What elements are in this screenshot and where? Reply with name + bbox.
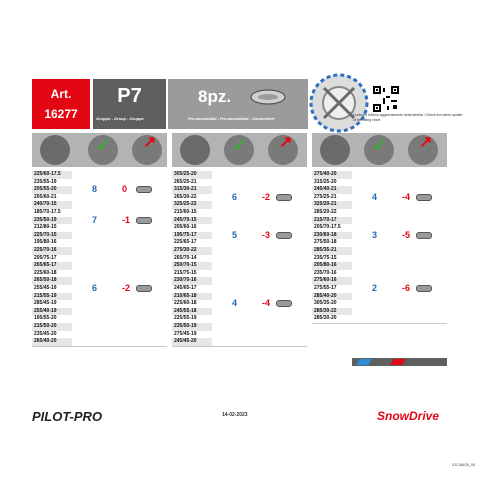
- tire-size-cell: 265/40-20: [32, 338, 72, 346]
- qr-note: Controlla l'ultimo aggiornamento della tabella / Check the latest update of the fitting chart: [353, 113, 463, 122]
- tire-size-cell: 225/55-19: [172, 315, 212, 323]
- corner-code: S1C/A8/25_08: [452, 463, 475, 467]
- blue-marker: [356, 359, 371, 365]
- tire-icon: [308, 72, 370, 134]
- tire-size-cell: 315/30-21: [172, 186, 212, 194]
- tire-size-cell: 212/80-15: [32, 224, 72, 232]
- group-sub: Gruppo - Group - Gruppe: [96, 116, 144, 121]
- highlight-row: [352, 358, 447, 366]
- arrow-up-icon: ↗: [419, 134, 433, 151]
- tire-size-cell: 235/45-20: [32, 331, 72, 339]
- tire-size-cell: 215/75-15: [172, 270, 212, 278]
- tire-size-cell: 235/75-15: [312, 255, 352, 263]
- chain-link-icon: [416, 285, 432, 292]
- tire-size-cell: 185/70-17.5: [32, 209, 72, 217]
- tire-size-cell: 235/55-19: [32, 179, 72, 187]
- group-box: [93, 79, 166, 129]
- adjust-value: -3: [262, 229, 271, 240]
- tire-size-cell: 240/70-15: [32, 201, 72, 209]
- links-value: 7: [92, 214, 98, 225]
- divider: [32, 346, 167, 347]
- tire-size-cell: 275/55-17: [312, 285, 352, 293]
- wheel-icon: [40, 135, 70, 165]
- group-code: P7: [117, 85, 142, 107]
- tire-size-cell: 245/65-17: [172, 285, 212, 293]
- tire-size-cell: 265/65-17: [32, 262, 72, 270]
- tire-size-cell: 325/20-21: [312, 201, 352, 209]
- pieces-count: 8pz.: [198, 87, 232, 106]
- divider: [172, 346, 307, 347]
- tire-size-cell: 210/65-18: [172, 293, 212, 301]
- col1-body: [32, 171, 167, 351]
- tire-size-cell: 265/70-14: [172, 255, 212, 263]
- wheel-icon: [180, 135, 210, 165]
- tire-size-cell: 275/30-22: [172, 247, 212, 255]
- art-number: 16277: [44, 107, 78, 121]
- col3-header: [312, 133, 447, 167]
- tire-size-cell: 275/60-16: [312, 277, 352, 285]
- tire-size-cell: 275/45-19: [172, 331, 212, 339]
- chain-link-icon: [136, 186, 152, 193]
- tire-size-cell: 215/55-19: [32, 293, 72, 301]
- tire-size-cell: 230/70-16: [172, 277, 212, 285]
- wheel-icon: [320, 135, 350, 165]
- adjust-value: -2: [122, 283, 131, 293]
- art-label: Art.: [50, 87, 72, 101]
- tire-size-cell: 275/50-18: [312, 239, 352, 247]
- tire-size-cell: 285/40-20: [312, 293, 352, 301]
- tire-size-cell: 305/35-20: [312, 300, 352, 308]
- adjust-value: -4: [402, 191, 411, 202]
- tire-size-cell: 285/30-20: [312, 315, 352, 323]
- tire-size-cell: 215/60-15: [172, 209, 212, 217]
- tire-size-cell: 195/80-16: [32, 239, 72, 247]
- adjust-value: -4: [262, 298, 271, 309]
- chain-link-icon: [136, 285, 152, 292]
- tire-size-cell: 215/70-17: [312, 217, 352, 225]
- tire-size-cell: 205/60-21: [32, 194, 72, 202]
- tire-size-cell: 315/25-20: [312, 179, 352, 187]
- tire-size-cell: 265/25-21: [172, 179, 212, 187]
- tire-size-cell: 285/30-22: [312, 308, 352, 316]
- tire-size-cell: 285/20-22: [312, 209, 352, 217]
- divider: [312, 323, 447, 324]
- tire-size-cell: 225/60-18: [32, 270, 72, 278]
- arrow-up-icon: ↗: [279, 134, 293, 151]
- brand-left: PILOT-PRO: [32, 409, 103, 424]
- tire-size-cell: 225/70-15: [32, 232, 72, 240]
- tire-size-cell: 235/50-19: [32, 217, 72, 225]
- tire-size-cell: 275/25-21: [312, 194, 352, 202]
- tire-size-cell: 215/50-20: [32, 323, 72, 331]
- adjust-value: -1: [122, 214, 131, 225]
- col2-body: [172, 171, 307, 351]
- links-value: 5: [232, 229, 238, 240]
- tire-size-cell: 230/60-18: [312, 232, 352, 240]
- tire-size-cell: 225/60-17.5: [32, 171, 72, 179]
- tire-size-cell: 325/25-22: [172, 201, 212, 209]
- links-value: 4: [372, 191, 378, 202]
- adjust-value: -2: [262, 191, 271, 202]
- tire-size-cell: 305/25-20: [172, 171, 212, 179]
- qr-code-icon[interactable]: [373, 86, 399, 112]
- chain-link-icon: [416, 194, 432, 201]
- links-value: 6: [92, 283, 98, 293]
- tire-size-cell: 255/40-19: [32, 308, 72, 316]
- tire-size-cell: 205/60-16: [172, 224, 212, 232]
- tire-size-cell: 265/50-18: [32, 277, 72, 285]
- tire-size-cell: 285/45-19: [32, 300, 72, 308]
- tire-size-cell: 285/35-21: [312, 247, 352, 255]
- chain-link-icon: [276, 232, 292, 239]
- col1-header: [32, 133, 167, 167]
- tire-size-cell: 205/70-17.5: [312, 224, 352, 232]
- links-value: 4: [232, 298, 238, 309]
- tire-size-cell: 245/45-20: [172, 338, 212, 346]
- tire-size-cell: 225/70-16: [32, 247, 72, 255]
- arrow-up-icon: ↗: [143, 134, 157, 151]
- tire-size-cell: 265/30-22: [172, 194, 212, 202]
- red-marker: [390, 359, 405, 365]
- links-value: 6: [232, 191, 238, 202]
- col3-body: [312, 171, 447, 351]
- tire-size-cell: 245/40-21: [312, 186, 352, 194]
- links-value: 3: [372, 229, 378, 240]
- tire-size-cell: 205/55-20: [32, 186, 72, 194]
- chain-link-icon: [416, 232, 432, 239]
- tire-size-cell: 245/55-18: [172, 308, 212, 316]
- tire-size-cell: 275/40-20: [312, 171, 352, 179]
- tire-size-cell: 195/75-17: [172, 232, 212, 240]
- adjust-value: 0: [122, 184, 128, 195]
- tire-size-cell: 225/60-18: [172, 300, 212, 308]
- links-value: 8: [92, 184, 98, 195]
- tire-size-cell: 245/70-15: [172, 217, 212, 225]
- tire-size-cell: 205/80-16: [312, 262, 352, 270]
- chain-link-icon: [276, 300, 292, 307]
- check-icon: ✓: [372, 135, 388, 155]
- col2-header: [172, 133, 307, 167]
- check-icon: ✓: [232, 135, 248, 155]
- links-value: 2: [372, 283, 378, 293]
- adjust-value: -6: [402, 283, 411, 293]
- tire-size-cell: 205/75-17: [32, 255, 72, 263]
- chain-link-icon: [276, 194, 292, 201]
- check-icon: ✓: [96, 135, 112, 155]
- tire-size-cell: 235/50-19: [172, 323, 212, 331]
- tire-size-cell: 250/70-15: [172, 262, 212, 270]
- adjust-value: -5: [402, 229, 411, 240]
- footer-date: 14-02-2023: [222, 412, 248, 418]
- tire-size-cell: 255/45-19: [32, 285, 72, 293]
- pieces-sub: Pre-assemblati - Pre-assembled - Vormontiert: [188, 116, 275, 121]
- pieces-box: [168, 79, 308, 129]
- article-box: [32, 79, 90, 129]
- chain-link-icon: [136, 217, 152, 224]
- tire-size-cell: 225/65-17: [172, 239, 212, 247]
- chain-link-icon: [248, 87, 288, 107]
- tire-size-cell: 195/55-20: [32, 315, 72, 323]
- tire-size-cell: 235/70-16: [312, 270, 352, 278]
- brand-right: SnowDrive: [377, 409, 440, 423]
